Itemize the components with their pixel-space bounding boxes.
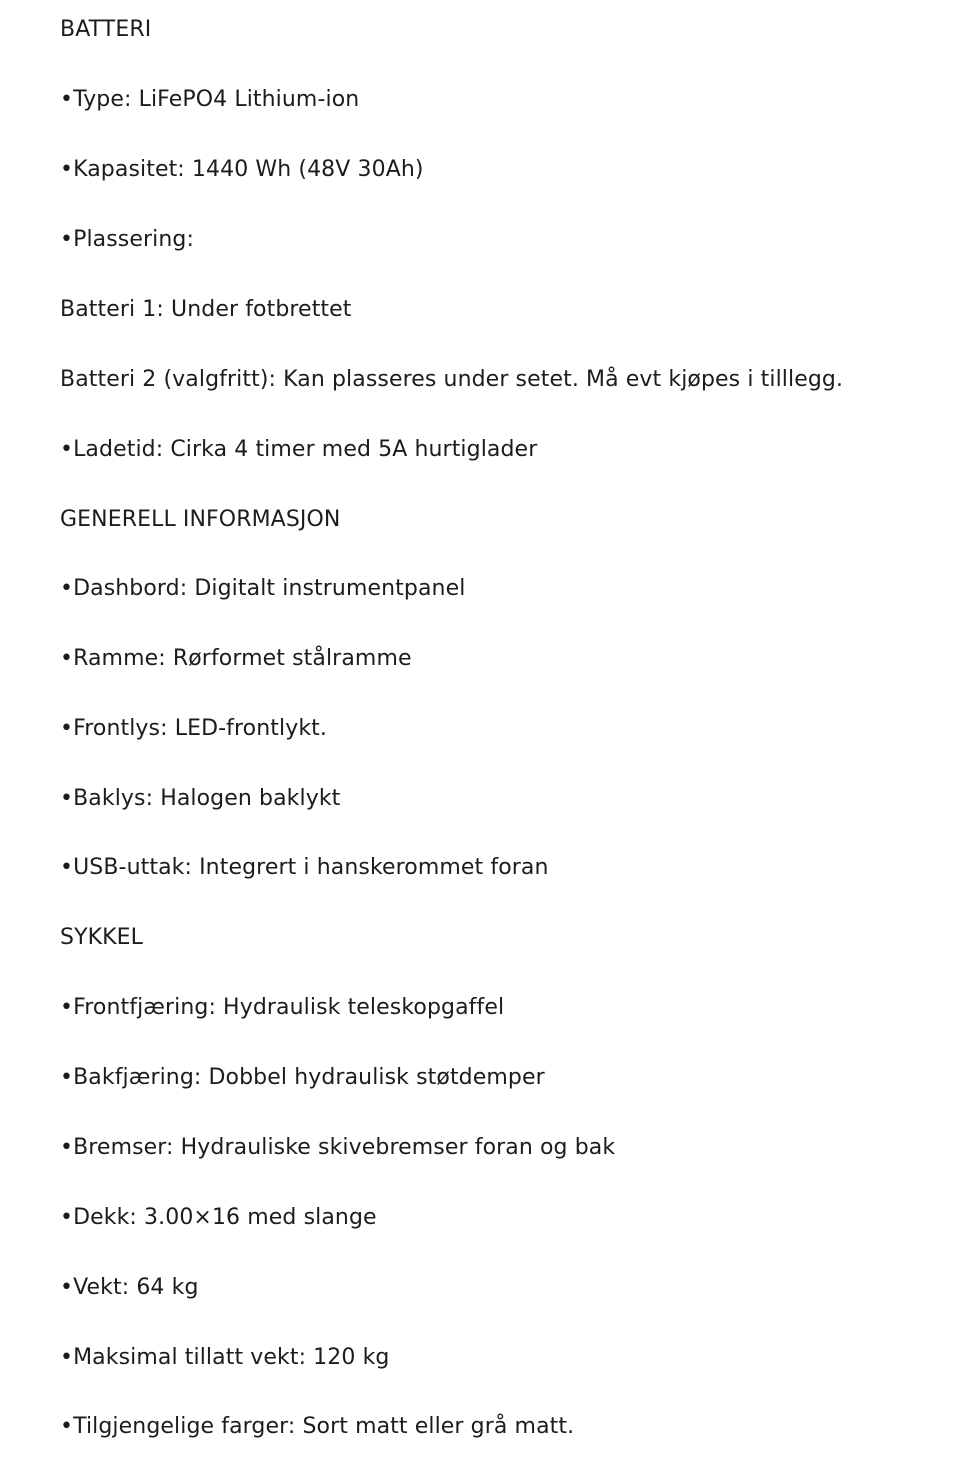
section-heading-sykkel: SYKKEL bbox=[60, 925, 144, 950]
spec-line-frontfjaering: •Frontfjæring: Hydraulisk teleskopgaffel bbox=[60, 995, 505, 1020]
spec-line-ramme: •Ramme: Rørformet stålramme bbox=[60, 646, 412, 671]
section-heading-generell-informasjon: GENERELL INFORMASJON bbox=[60, 507, 341, 532]
spec-line-batteri-1: Batteri 1: Under fotbrettet bbox=[60, 297, 352, 322]
spec-line-batteri-2: Batteri 2 (valgfritt): Kan plasseres under setet. Må evt kjøpes i tilllegg. bbox=[60, 367, 844, 392]
spec-line-plassering: •Plassering: bbox=[60, 227, 194, 252]
spec-line-usb-uttak: •USB-uttak: Integrert i hanskerommet foran bbox=[60, 855, 549, 880]
spec-line-kapasitet: •Kapasitet: 1440 Wh (48V 30Ah) bbox=[60, 157, 424, 182]
section-heading-batteri: BATTERI bbox=[60, 17, 152, 42]
spec-line-type: •Type: LiFePO4 Lithium-ion bbox=[60, 87, 360, 112]
spec-line-baklys: •Baklys: Halogen baklykt bbox=[60, 786, 341, 811]
spec-line-bakfjaering: •Bakfjæring: Dobbel hydraulisk støtdemper bbox=[60, 1065, 545, 1090]
spec-line-farger: •Tilgjengelige farger: Sort matt eller grå matt. bbox=[60, 1414, 575, 1439]
spec-line-frontlys: •Frontlys: LED-frontlykt. bbox=[60, 716, 327, 741]
spec-line-dashbord: •Dashbord: Digitalt instrumentpanel bbox=[60, 576, 466, 601]
spec-line-maksimal-vekt: •Maksimal tillatt vekt: 120 kg bbox=[60, 1345, 390, 1370]
spec-line-dekk: •Dekk: 3.00×16 med slange bbox=[60, 1205, 377, 1230]
spec-line-ladetid: •Ladetid: Cirka 4 timer med 5A hurtiglader bbox=[60, 437, 538, 462]
spec-line-vekt: •Vekt: 64 kg bbox=[60, 1275, 199, 1300]
spec-line-bremser: •Bremser: Hydrauliske skivebremser foran og bak bbox=[60, 1135, 616, 1160]
